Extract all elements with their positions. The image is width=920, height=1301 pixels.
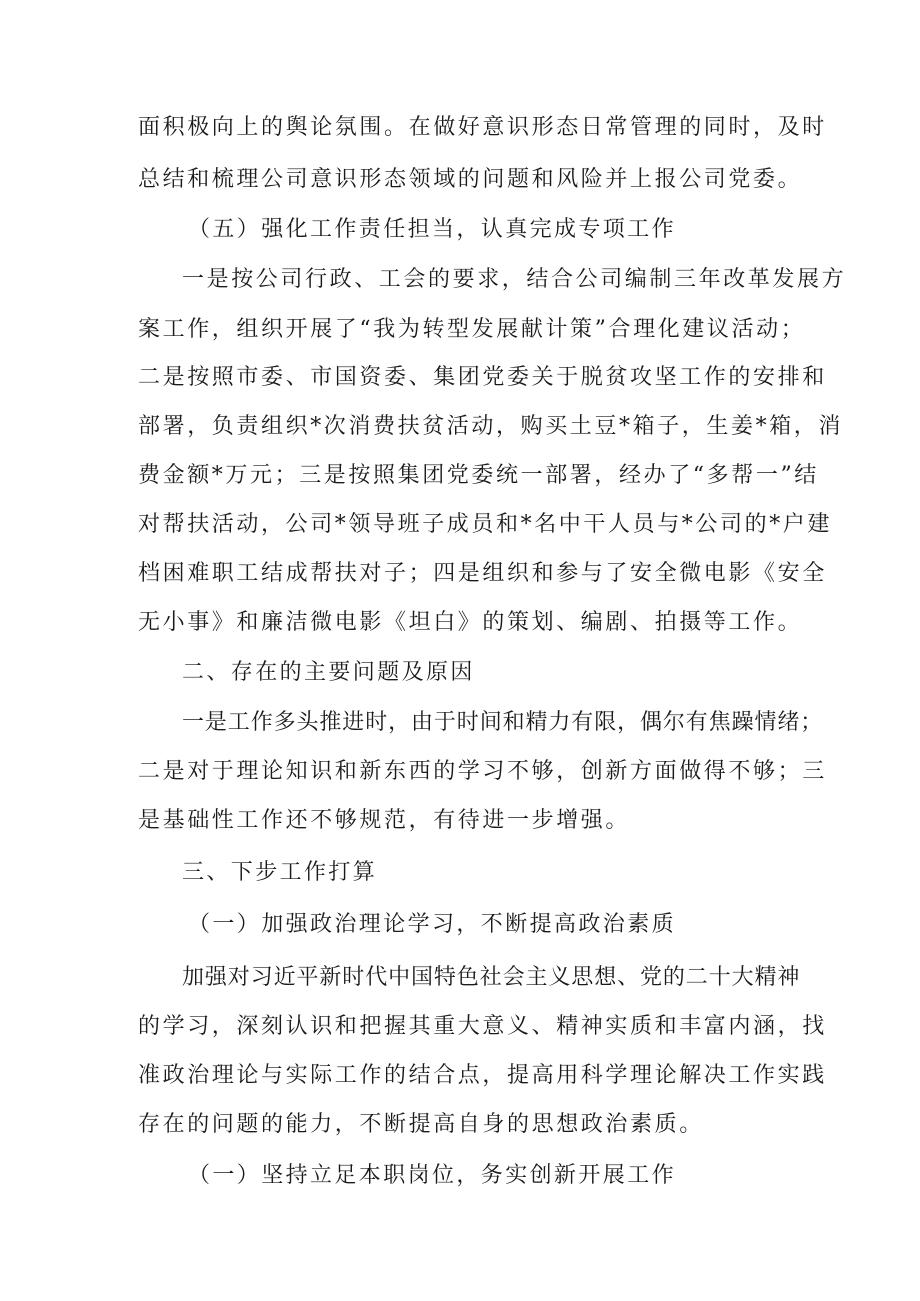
section-5-line-4: 部署，负责组织*次消费扶贫活动，购买土豆*箱子，生姜*箱，消	[138, 414, 844, 439]
part-3-heading: 三、下步工作打算	[182, 860, 378, 885]
part-3-sub-1-line-3: 准政治理论与实际工作的结合点，提高用科学理论解决工作实践	[138, 1063, 827, 1088]
part-2-line-3: 是基础性工作还不够规范，有待进一步增强。	[138, 808, 631, 833]
section-5-line-3: 二是按照市委、市国资委、集团党委关于脱贫攻坚工作的安排和	[138, 365, 827, 390]
section-5-line-5: 费金额*万元；三是按照集团党委统一部署，经办了“多帮一”结	[138, 463, 819, 488]
section-5-line-7: 档困难职工结成帮扶对子；四是组织和参与了安全微电影《安全	[138, 561, 827, 586]
section-5-heading: （五）强化工作责任担当，认真完成专项工作	[188, 217, 677, 242]
part-3-sub-2-heading: （一）坚持立足本职岗位，务实创新开展工作	[188, 1163, 677, 1188]
part-2-heading: 二、存在的主要问题及原因	[182, 660, 475, 685]
section-5-line-8: 无小事》和廉洁微电影《坦白》的策划、编剧、拍摄等工作。	[138, 610, 803, 635]
section-5-line-1: 一是按公司行政、工会的要求，结合公司编制三年改革发展方	[182, 267, 847, 292]
part-3-sub-1-line-4: 存在的问题的能力，不断提高自身的思想政治素质。	[138, 1112, 704, 1137]
part-2-line-1: 一是工作多头推进时，由于时间和精力有限，偶尔有焦躁情绪；	[182, 710, 824, 735]
part-3-sub-1-line-2: 的学习，深刻认识和把握其重大意义、精神实质和丰富内涵，找	[138, 1014, 827, 1039]
continuation-line-2: 总结和梳理公司意识形态领域的问题和风险并上报公司党委。	[138, 167, 803, 192]
section-5-line-2: 案工作，组织开展了“我为转型发展献计策”合理化建议活动；	[138, 317, 806, 342]
part-3-sub-1-heading: （一）加强政治理论学习，不断提高政治素质	[188, 912, 677, 937]
continuation-line-1: 面积极向上的舆论氛围。在做好意识形态日常管理的同时，及时	[138, 115, 827, 140]
part-3-sub-1-line-1: 加强对习近平新时代中国特色社会主义思想、党的二十大精神	[182, 965, 801, 990]
section-5-line-6: 对帮扶活动，公司*领导班子成员和*名中干人员与*公司的*户建	[138, 512, 833, 537]
part-2-line-2: 二是对于理论知识和新东西的学习不够，创新方面做得不够；三	[138, 759, 827, 784]
